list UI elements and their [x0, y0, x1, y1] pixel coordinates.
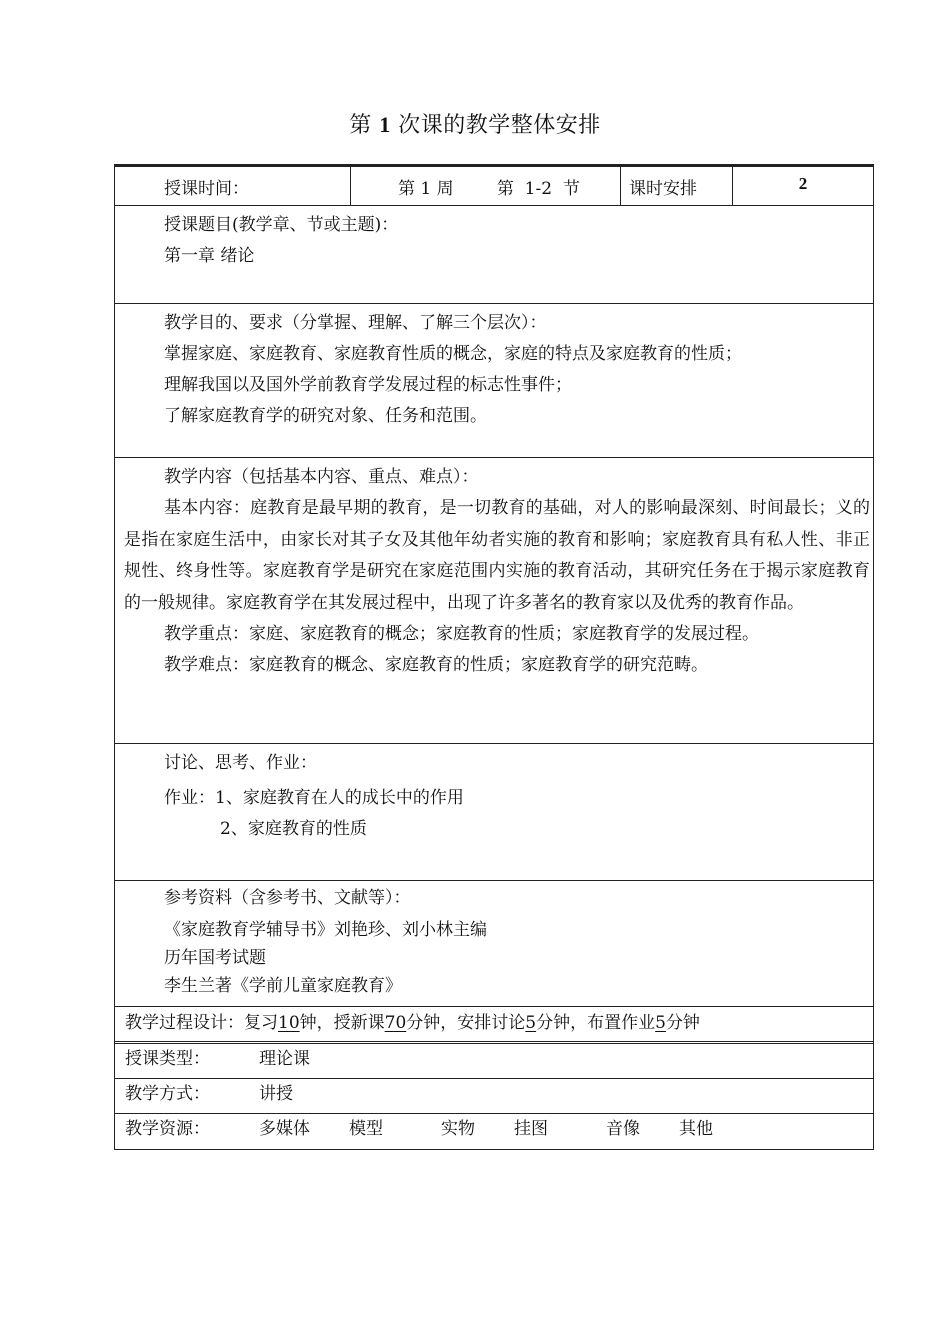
content-label: 教学内容（包括基本内容、重点、难点）： — [164, 467, 479, 487]
resource-item: 实物 — [441, 1119, 475, 1139]
resource-item: 模型 — [349, 1119, 383, 1139]
references-label: 参考资料（含参考书、文献等）： — [164, 888, 411, 908]
method-value: 讲授 — [259, 1084, 293, 1104]
homework-item: 作业：1、家庭教育在人的成长中的作用 — [164, 788, 464, 808]
resource-item: 其他 — [679, 1119, 713, 1139]
title-number: 1 — [379, 112, 391, 137]
reference-item: 历年国考试题 — [164, 948, 266, 968]
content-key-points: 教学重点：家庭、家庭教育的概念；家庭教育的性质；家庭教育学的发展过程。 — [164, 624, 759, 644]
discussion-minutes: 5 — [525, 1013, 537, 1033]
topic-row — [115, 206, 873, 304]
goal-item: 了解家庭教育学的研究对象、任务和范围。 — [164, 406, 487, 426]
process-text-4: 分钟，布置作业 — [536, 1013, 656, 1033]
process-row — [115, 1007, 873, 1044]
lesson-plan-table — [114, 164, 874, 1150]
hours-label: 课时安排 — [621, 167, 733, 205]
discussion-label: 讨论、思考、作业： — [164, 753, 317, 773]
page-title — [0, 108, 950, 139]
references-row — [115, 881, 873, 1007]
goal-item: 理解我国以及国外学前教育学发展过程的标志性事件； — [164, 375, 572, 395]
content-basic: 基本内容：庭教育是最早期的教育，是一切教育的基础，对人的影响最深刻、时间最长；义的是指在家庭生活中，由家长对其子女及其他年幼者实施的教育和影响；家庭教育具有私人性、非正规性、终身性等。家庭教育学是研究在家庭范围内实施的教育活动，其研究任务在于揭示家庭教育的一般规律。家庭教育学在其发展过程中，出现了许多著名的教育家以及优秀的教育作品。 — [124, 498, 870, 613]
homework-item: 2、家庭教育的性质 — [220, 819, 367, 839]
hours-value: 2 — [798, 174, 808, 193]
new-lesson-minutes: 70 — [384, 1013, 407, 1033]
content-difficulties: 教学难点：家庭教育的概念、家庭教育的性质；家庭教育学的研究范畴。 — [164, 655, 708, 675]
resource-item: 音像 — [606, 1119, 640, 1139]
goals-row — [115, 304, 873, 458]
process-text-3: 分钟，安排讨论 — [406, 1013, 526, 1033]
method-row — [115, 1079, 873, 1114]
resource-item: 多媒体 — [259, 1119, 310, 1139]
discussion-row — [115, 744, 873, 881]
method-label: 教学方式： — [125, 1084, 210, 1104]
week-section: 第 1 周 第 1-2 节 — [351, 167, 621, 205]
topic-label: 授课题目(教学章、节或主题)： — [164, 215, 399, 235]
goal-item: 掌握家庭、家庭教育、家庭教育性质的概念，家庭的特点及家庭教育的性质； — [164, 344, 742, 364]
title-prefix: 第 — [349, 113, 372, 138]
type-label: 授课类型： — [125, 1049, 210, 1069]
goals-label: 教学目的、要求（分掌握、理解、了解三个层次）： — [164, 313, 547, 333]
time-label: 授课时间： — [115, 167, 351, 205]
resource-item: 挂图 — [514, 1119, 548, 1139]
content-row — [115, 458, 873, 744]
title-suffix: 次课的教学整体安排 — [398, 113, 601, 138]
reference-item: 《家庭教育学辅导书》刘艳珍、刘小林主编 — [164, 920, 487, 940]
process-text-5: 分钟 — [665, 1013, 700, 1033]
process-text — [115, 1007, 873, 1039]
review-minutes: 10 — [278, 1013, 300, 1033]
process-text-1: 教学过程设计：复习 — [125, 1013, 278, 1033]
topic-value: 第一章 绪论 — [164, 246, 255, 266]
schedule-row — [115, 165, 873, 206]
resources-label: 教学资源： — [125, 1119, 210, 1139]
resources-row — [115, 1114, 873, 1149]
homework-minutes: 5 — [655, 1013, 666, 1033]
process-text-2: 钟，授新课 — [299, 1013, 385, 1033]
reference-item: 李生兰著《学前儿童家庭教育》 — [164, 976, 402, 996]
type-row — [115, 1044, 873, 1079]
type-value: 理论课 — [259, 1049, 310, 1069]
